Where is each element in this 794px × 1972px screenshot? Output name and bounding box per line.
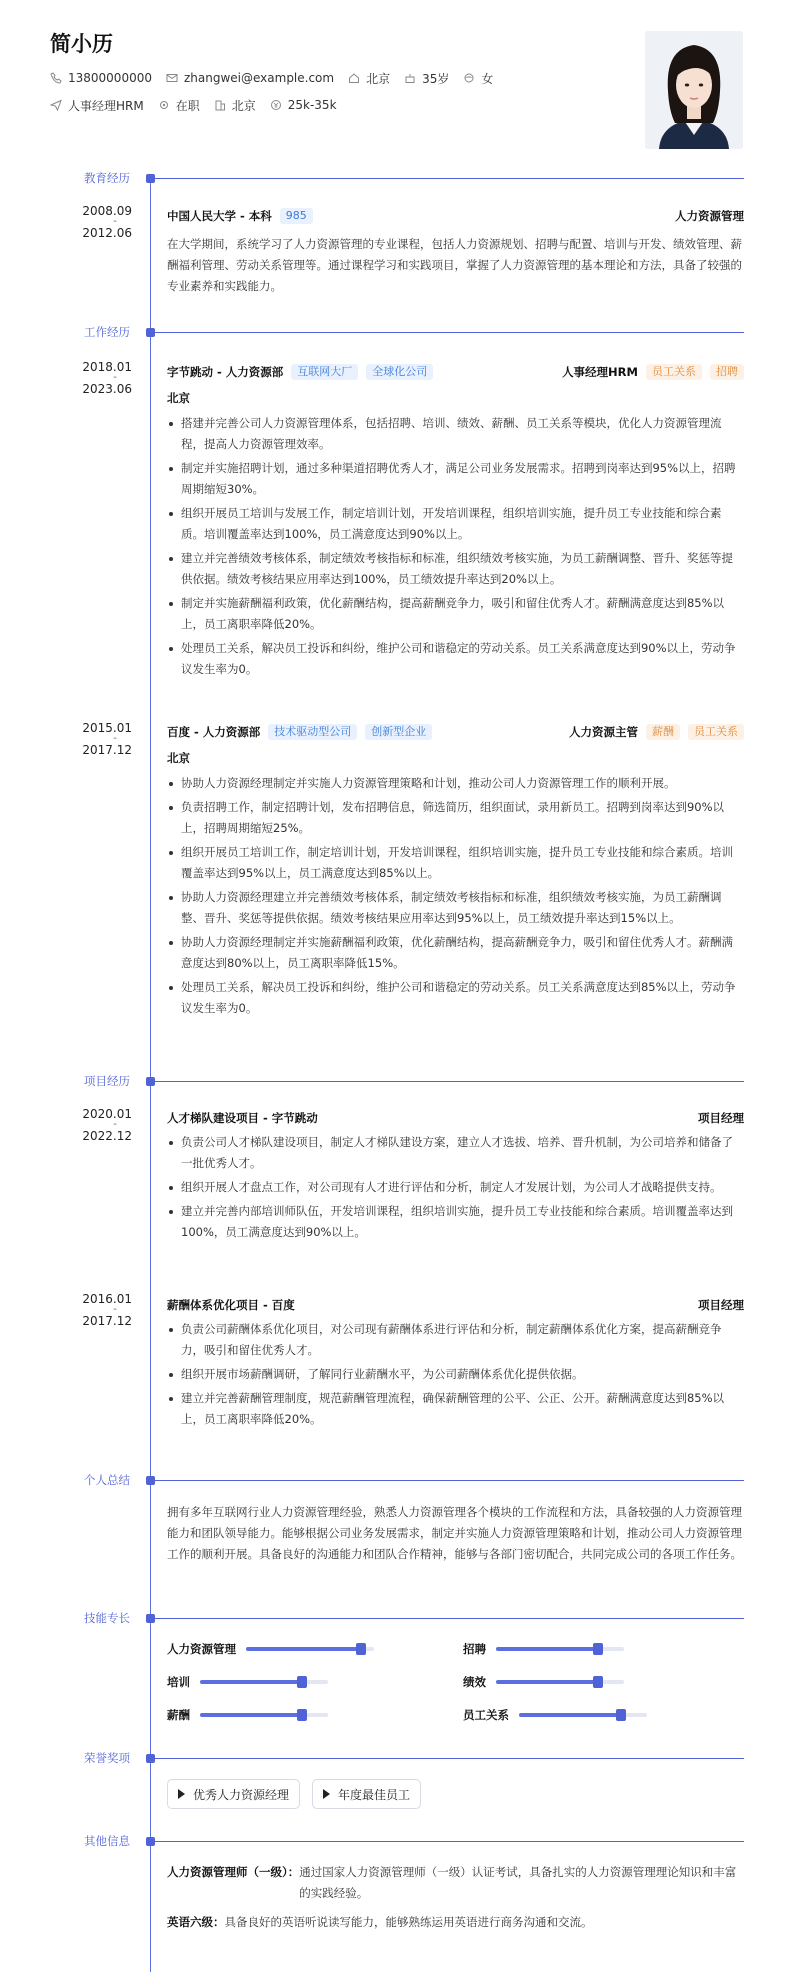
section-marker xyxy=(146,1837,155,1846)
email-info xyxy=(166,71,334,85)
location-info xyxy=(348,70,390,87)
job-intent-row xyxy=(50,96,351,114)
date-start: 2016.01 xyxy=(82,1292,132,1306)
work-date xyxy=(52,721,132,757)
section-marker xyxy=(146,1614,155,1623)
resume-header xyxy=(0,0,794,160)
list-item: 负责招聘工作，制定招聘计划，发布招聘信息，筛选简历，组织面试，录用新员工。招聘到岗率达到90%以上，招聘周期缩短25%。 xyxy=(167,797,744,839)
job-title: 人力资源主管 xyxy=(569,724,638,739)
section-awards xyxy=(0,1750,794,1766)
skill-name: 绩效 xyxy=(463,1675,486,1689)
date-dash: - xyxy=(113,1119,117,1130)
project-role: 项目经理 xyxy=(698,1110,744,1125)
section-divider xyxy=(155,178,744,179)
date-start: 2020.01 xyxy=(82,1107,132,1121)
section-divider xyxy=(155,1480,744,1481)
date-end: 2017.12 xyxy=(82,1314,132,1328)
date-dash: - xyxy=(113,372,117,383)
list-item: 组织开展市场薪酬调研，了解同行业薪酬水平，为公司薪酬体系优化提供依据。 xyxy=(167,1364,744,1385)
project-item xyxy=(167,1108,744,1246)
section-summary xyxy=(0,1472,794,1488)
skill-knob xyxy=(356,1643,366,1655)
skill-bar xyxy=(519,1713,647,1717)
salary-icon xyxy=(270,99,282,111)
target-city-info xyxy=(214,97,256,114)
send-icon xyxy=(50,99,62,111)
work-item xyxy=(167,722,744,1022)
skill-knob xyxy=(593,1643,603,1655)
section-marker xyxy=(146,174,155,183)
date-end: 2012.06 xyxy=(82,226,132,240)
role-tag: 薪酬 xyxy=(646,724,680,740)
section-title: 技能专长 xyxy=(84,1611,130,1625)
avatar xyxy=(645,31,743,149)
list-item: 组织开展员工培训工作，制定培训计划，开发培训课程，组织培训实施，提升员工专业技能和综合素质。培训覆盖率达到95%以上，员工满意度达到85%以上。 xyxy=(167,842,744,884)
award-label: 年度最佳员工 xyxy=(338,1787,411,1802)
work-bullets xyxy=(167,413,744,680)
other-info xyxy=(167,1862,744,1933)
section-divider xyxy=(155,332,744,333)
gender-info xyxy=(463,70,493,87)
skill-bar-fill xyxy=(496,1680,598,1684)
list-item: 协助人力资源经理制定并实施薪酬福利政策，优化薪酬结构，提高薪酬竞争力，吸引和留住优秀人才。薪酬满意度达到80%以上，员工离职率降低15%。 xyxy=(167,932,744,974)
skill-name: 薪酬 xyxy=(167,1708,190,1722)
section-marker xyxy=(146,328,155,337)
target-job-text: 人事经理HRM xyxy=(68,98,144,113)
age-icon xyxy=(404,72,416,84)
skill-bar-fill xyxy=(519,1713,621,1717)
company-name: 字节跳动 - 人力资源部 xyxy=(167,364,284,379)
skill-bar xyxy=(200,1713,328,1717)
skill-bar-fill xyxy=(246,1647,361,1651)
project-name: 人才梯队建设项目 - 字节跳动 xyxy=(167,1110,318,1125)
section-marker xyxy=(146,1077,155,1086)
skill-item xyxy=(167,1706,328,1724)
work-item xyxy=(167,362,744,683)
education-description: 在大学期间，系统学习了人力资源管理的专业课程，包括人力资源规划、招聘与配置、培训与开发、绩效管理、薪酬福利管理、劳动关系管理等。通过课程学习和实践项目，掌握了人力资源管理的基本理论和方法，具备了较强的专业素养和实践能力。 xyxy=(167,237,742,293)
skill-item xyxy=(167,1673,328,1691)
date-dash: - xyxy=(113,1304,117,1315)
list-item: 组织开展员工培训与发展工作，制定培训计划，开发培训课程，组织培训实施，提升员工专业技能和综合素质。培训覆盖率达到100%，员工满意度达到90%以上。 xyxy=(167,503,744,545)
play-icon xyxy=(178,1789,185,1799)
section-other xyxy=(0,1833,794,1849)
date-start: 2008.09 xyxy=(82,204,132,218)
skill-bar xyxy=(496,1647,624,1651)
project-role: 项目经理 xyxy=(698,1297,744,1312)
project-date xyxy=(52,1107,132,1143)
date-end: 2017.12 xyxy=(82,743,132,757)
skill-name: 招聘 xyxy=(463,1642,486,1656)
company-tag: 技术驱动型公司 xyxy=(268,724,357,740)
role-tag: 员工关系 xyxy=(646,364,702,380)
phone-icon xyxy=(50,72,62,84)
location-text: 北京 xyxy=(366,71,391,86)
work-bullets xyxy=(167,773,744,1019)
skill-bar xyxy=(496,1680,624,1684)
education-title-row xyxy=(167,206,744,226)
list-item: 协助人力资源经理建立并完善绩效考核体系，制定绩效考核指标和标准，组织绩效考核实施，为员工薪酬调整、晋升、奖惩等提供依据。绩效考核结果应用率达到95%以上，员工绩效提升率达到15%以上。 xyxy=(167,887,744,929)
skill-bar xyxy=(200,1680,328,1684)
section-projects xyxy=(0,1073,794,1089)
date-dash: - xyxy=(113,216,117,227)
education-date xyxy=(52,204,132,240)
other-key: 人力资源管理师（一级）： xyxy=(167,1865,300,1879)
school-tag: 985 xyxy=(280,208,313,224)
phone-info xyxy=(50,71,152,85)
target-city-text: 北京 xyxy=(231,98,256,113)
salary-text: 25k-35k xyxy=(287,98,337,112)
skill-bar-fill xyxy=(200,1680,302,1684)
skill-item xyxy=(463,1640,624,1658)
play-icon xyxy=(323,1789,330,1799)
skill-name: 培训 xyxy=(167,1675,190,1689)
skill-bar-fill xyxy=(496,1647,598,1651)
work-city: 北京 xyxy=(167,391,190,405)
skill-item xyxy=(463,1706,647,1724)
skill-knob xyxy=(616,1709,626,1721)
work-title-row xyxy=(167,722,744,742)
status-text: 在职 xyxy=(175,98,200,113)
section-marker xyxy=(146,1754,155,1763)
school-name: 中国人民大学 - 本科 xyxy=(167,208,272,223)
status-info xyxy=(158,97,200,114)
gender-text: 女 xyxy=(481,71,494,86)
other-value: 通过国家人力资源管理师（一级）认证考试，具备扎实的人力资源管理理论知识和丰富的实践经验。 xyxy=(299,1865,737,1900)
company-name: 百度 - 人力资源部 xyxy=(167,724,261,739)
section-title: 其他信息 xyxy=(84,1834,130,1848)
section-divider xyxy=(155,1841,744,1842)
company-tag: 互联网大厂 xyxy=(291,364,358,380)
section-title: 荣誉奖项 xyxy=(84,1751,130,1765)
skill-knob xyxy=(297,1676,307,1688)
list-item: 协助人力资源经理制定并实施人力资源管理策略和计划，推动公司人力资源管理工作的顺利开展。 xyxy=(167,773,744,794)
major-name: 人力资源管理 xyxy=(675,208,744,223)
skill-name: 人力资源管理 xyxy=(167,1642,236,1656)
summary-text: 拥有多年互联网行业人力资源管理经验，熟悉人力资源管理各个模块的工作流程和方法，具备较强的人力资源管理能力和团队领导能力。能够根据公司业务发展需求，制定并实施人力资源管理策略和计划，推动公司人力资源管理工作的顺利开展。具备良好的沟通能力和团队合作精神，能够与各部门密切配合，共同完成公司的各项工作任务。 xyxy=(167,1505,742,1561)
award-chip[interactable] xyxy=(167,1779,300,1809)
list-item: 制定并实施薪酬福利政策，优化薪酬结构，提高薪酬竞争力，吸引和留住优秀人才。薪酬满意度达到85%以上，员工离职率降低20%。 xyxy=(167,593,744,635)
section-divider xyxy=(155,1758,744,1759)
section-title: 项目经历 xyxy=(84,1074,130,1088)
list-item: 负责公司人才梯队建设项目，制定人才梯队建设方案，建立人才选拔、培养、晋升机制，为公司培养和储备了一批优秀人才。 xyxy=(167,1132,744,1174)
list-item: 制定并实施招聘计划，通过多种渠道招聘优秀人才，满足公司业务发展需求。招聘到岗率达到95%以上，招聘周期缩短30%。 xyxy=(167,458,744,500)
list-item: 处理员工关系，解决员工投诉和纠纷，维护公司和谐稳定的劳动关系。员工关系满意度达到85%以上，劳动争议发生率为0。 xyxy=(167,977,744,1019)
skill-name: 员工关系 xyxy=(463,1708,509,1722)
gender-icon xyxy=(463,72,475,84)
other-key: 英语六级： xyxy=(167,1915,225,1929)
work-city: 北京 xyxy=(167,751,190,765)
role-tag: 员工关系 xyxy=(688,724,744,740)
home-icon xyxy=(348,72,360,84)
company-tag: 全球化公司 xyxy=(366,364,433,380)
section-title: 个人总结 xyxy=(84,1473,130,1487)
work-date xyxy=(52,360,132,396)
skill-bar-fill xyxy=(200,1713,302,1717)
skill-knob xyxy=(593,1676,603,1688)
list-item: 建立并完善绩效考核体系，制定绩效考核指标和标准，组织绩效考核实施，为员工薪酬调整、晋升、奖惩等提供依据。绩效考核结果应用率达到100%，员工绩效提升率达到20%以上。 xyxy=(167,548,744,590)
candidate-name: 简小历 xyxy=(50,32,113,56)
age-text: 35岁 xyxy=(422,71,450,86)
company-tag: 创新型企业 xyxy=(365,724,432,740)
building-icon xyxy=(214,99,226,111)
job-title: 人事经理HRM xyxy=(562,364,638,379)
list-item: 处理员工关系，解决员工投诉和纠纷，维护公司和谐稳定的劳动关系。员工关系满意度达到90%以上，劳动争议发生率为0。 xyxy=(167,638,744,680)
role-tag: 招聘 xyxy=(710,364,744,380)
other-item xyxy=(167,1912,744,1933)
contact-row xyxy=(50,69,507,87)
salary-info xyxy=(270,98,337,112)
target-job-info xyxy=(50,97,144,114)
email-text: zhangwei@example.com xyxy=(183,71,335,85)
phone-text: 13800000000 xyxy=(68,71,152,85)
project-title-row xyxy=(167,1108,744,1128)
date-start: 2018.01 xyxy=(82,360,132,374)
list-item: 建立并完善内部培训师队伍，开发培训课程，组织培训实施，提升员工专业技能和综合素质。培训覆盖率达到100%，员工满意度达到90%以上。 xyxy=(167,1201,744,1243)
skill-bar xyxy=(246,1647,374,1651)
education-item xyxy=(167,206,744,297)
skill-item xyxy=(463,1673,624,1691)
age-info xyxy=(404,70,449,87)
section-marker xyxy=(146,1476,155,1485)
award-chip[interactable] xyxy=(312,1779,421,1809)
section-education xyxy=(0,170,794,186)
work-title-row xyxy=(167,362,744,382)
section-work xyxy=(0,324,794,340)
section-divider xyxy=(155,1618,744,1619)
status-icon xyxy=(158,99,170,111)
section-divider xyxy=(155,1081,744,1082)
section-skills xyxy=(0,1610,794,1626)
project-bullets xyxy=(167,1132,744,1243)
project-date xyxy=(52,1292,132,1328)
project-item xyxy=(167,1295,744,1433)
other-item xyxy=(167,1862,744,1904)
list-item: 建立并完善薪酬管理制度，规范薪酬管理流程，确保薪酬管理的公平、公正、公开。薪酬满意度达到85%以上，员工离职率降低20%。 xyxy=(167,1388,744,1430)
skill-item xyxy=(167,1640,374,1658)
list-item: 组织开展人才盘点工作，对公司现有人才进行评估和分析，制定人才发展计划，为公司人才战略提供支持。 xyxy=(167,1177,744,1198)
other-value: 具备良好的英语听说读写能力，能够熟练运用英语进行商务沟通和交流。 xyxy=(224,1915,593,1929)
date-start: 2015.01 xyxy=(82,721,132,735)
section-title: 工作经历 xyxy=(84,325,130,339)
list-item: 负责公司薪酬体系优化项目，对公司现有薪酬体系进行评估和分析，制定薪酬体系优化方案，提高薪酬竞争力，吸引和留住优秀人才。 xyxy=(167,1319,744,1361)
project-title-row xyxy=(167,1295,744,1315)
list-item: 搭建并完善公司人力资源管理体系，包括招聘、培训、绩效、薪酬、员工关系等模块，优化人力资源管理流程，提高人力资源管理效率。 xyxy=(167,413,744,455)
section-title: 教育经历 xyxy=(84,171,130,185)
project-name: 薪酬体系优化项目 - 百度 xyxy=(167,1297,295,1312)
mail-icon xyxy=(166,72,178,84)
skill-knob xyxy=(297,1709,307,1721)
project-bullets xyxy=(167,1319,744,1430)
award-label: 优秀人力资源经理 xyxy=(193,1787,290,1802)
date-end: 2023.06 xyxy=(82,382,132,396)
date-end: 2022.12 xyxy=(82,1129,132,1143)
date-dash: - xyxy=(113,733,117,744)
